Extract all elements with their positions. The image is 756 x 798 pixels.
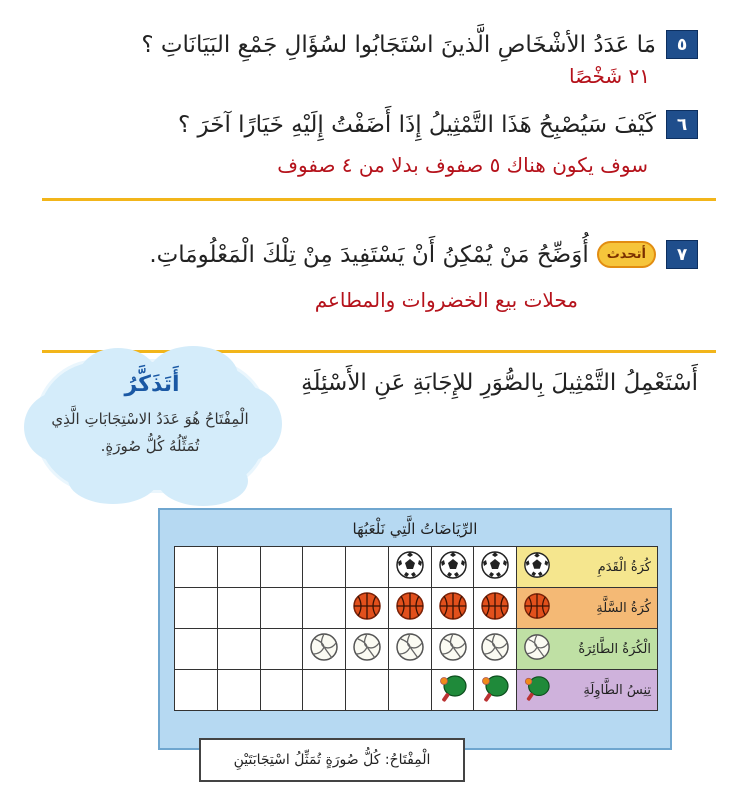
pictograph-cell [260, 670, 303, 711]
instruction-text: أَسْتَعْمِلُ التَّمْثِيلَ بِالصُّوَرِ للإِجَابَةِ عَنِ الأَسْئِلَةِ [301, 370, 698, 396]
remember-text: الْمِفْتَاحُ هُوَ عَدَدُ الاسْتِجَابَاتِ الَّذِي تُمَثِّلُهُ كُلُّ صُورَةٍ. [51, 410, 249, 455]
ping-pong-icon [438, 673, 468, 707]
think-talk-badge: أتحدث [597, 241, 656, 268]
section-divider [42, 350, 716, 353]
pictograph-cell [388, 670, 431, 711]
remember-title: أَتَذَكَّرُ [124, 372, 180, 397]
pictograph-row [175, 629, 658, 670]
pictograph-cell [346, 588, 389, 629]
remember-cloud [38, 362, 266, 490]
pictograph-cell [431, 547, 474, 588]
pictograph-cell [217, 670, 260, 711]
ping-pong-icon [523, 674, 551, 706]
question-number-badge: ٧ [666, 240, 698, 269]
pictograph-row-label [517, 629, 658, 670]
question-text: مَا عَدَدُ الأشْخَاصِ الَّذينَ اسْتَجَابُوا لسُؤَالِ جَمْعِ البَيَانَاتِ ؟ [141, 31, 656, 58]
pictograph-row-label [517, 670, 658, 711]
volleyball-icon [352, 632, 382, 666]
volleyball-icon [395, 632, 425, 666]
row-label-text: تِنِسُ الطَّاوِلَةِ [583, 682, 651, 698]
row-label-text: كُرَةُ الْقَدَمِ [597, 559, 651, 575]
answer-text: ٢١ شَخْصًا [569, 64, 650, 88]
soccer-ball-icon [395, 550, 425, 584]
soccer-ball-icon [523, 551, 551, 583]
basketball-icon [438, 591, 468, 625]
ping-pong-icon [480, 673, 510, 707]
pictograph-cell [388, 588, 431, 629]
basketball-icon [352, 591, 382, 625]
basketball-icon [480, 591, 510, 625]
question-number-badge: ٦ [666, 110, 698, 139]
pictograph-cell [175, 629, 218, 670]
pictograph-cell [346, 670, 389, 711]
pictograph-cell [303, 588, 346, 629]
pictograph-cell [431, 588, 474, 629]
pictograph-key: الْمِفْتَاحُ: كُلُّ صُورَةٍ تُمَثِّلُ اسْتِجَابَتَيْنِ [199, 738, 465, 782]
pictograph-grid [174, 546, 658, 711]
pictograph-panel [158, 508, 672, 750]
basketball-icon [395, 591, 425, 625]
answer-text: محلات بيع الخضروات والمطاعم [314, 288, 578, 312]
pictograph-row [175, 670, 658, 711]
volleyball-icon [309, 632, 339, 666]
pictograph-cell [431, 629, 474, 670]
answer-text: سوف يكون هناك ٥ صفوف بدلا من ٤ صفوف [277, 153, 648, 177]
pictograph-row-label [517, 588, 658, 629]
question-text: كَيْفَ سَيُصْبِحُ هَذَا التَّمْثِيلُ إِذَا أَضَفْتُ إِلَيْهِ خَيَارًا آخَرَ ؟ [178, 111, 656, 138]
question-5 [141, 30, 698, 59]
pictograph-cell [303, 629, 346, 670]
question-text: أُوَضِّحُ مَنْ يُمْكِنُ أَنْ يَسْتَفِيدَ مِنْ تِلْكَ الْمَعْلُومَاتِ. [149, 241, 589, 268]
pictograph-cell [346, 629, 389, 670]
pictograph-cell [260, 588, 303, 629]
pictograph-cell [175, 588, 218, 629]
pictograph-row [175, 588, 658, 629]
volleyball-icon [523, 633, 551, 665]
soccer-ball-icon [480, 550, 510, 584]
pictograph-cell [217, 588, 260, 629]
row-label-text: الْكُرَةُ الطَّائِرَةُ [578, 641, 651, 657]
question-number-badge: ٥ [666, 30, 698, 59]
pictograph-cell [474, 588, 517, 629]
question-7 [149, 240, 698, 269]
pictograph-cell [303, 670, 346, 711]
pictograph-cell [260, 547, 303, 588]
pictograph-cell [217, 547, 260, 588]
pictograph-cell [303, 547, 346, 588]
volleyball-icon [438, 632, 468, 666]
pictograph-cell [474, 670, 517, 711]
pictograph-row [175, 547, 658, 588]
row-label-text: كُرَةُ السَّلَّةِ [596, 600, 651, 616]
soccer-ball-icon [438, 550, 468, 584]
pictograph-cell [474, 547, 517, 588]
pictograph-cell [474, 629, 517, 670]
pictograph-cell [260, 629, 303, 670]
pictograph-cell [431, 670, 474, 711]
pictograph-cell [217, 629, 260, 670]
section-divider [42, 198, 716, 201]
pictograph-cell [175, 670, 218, 711]
pictograph-cell [388, 547, 431, 588]
pictograph-cell [388, 629, 431, 670]
pictograph-row-label [517, 547, 658, 588]
question-6 [178, 110, 698, 139]
pictograph-cell [175, 547, 218, 588]
volleyball-icon [480, 632, 510, 666]
pictograph-cell [346, 547, 389, 588]
pictograph-title: الرِّيَاضَاتُ الَّتِي نَلْعَبُهَا [352, 520, 478, 538]
basketball-icon [523, 592, 551, 624]
